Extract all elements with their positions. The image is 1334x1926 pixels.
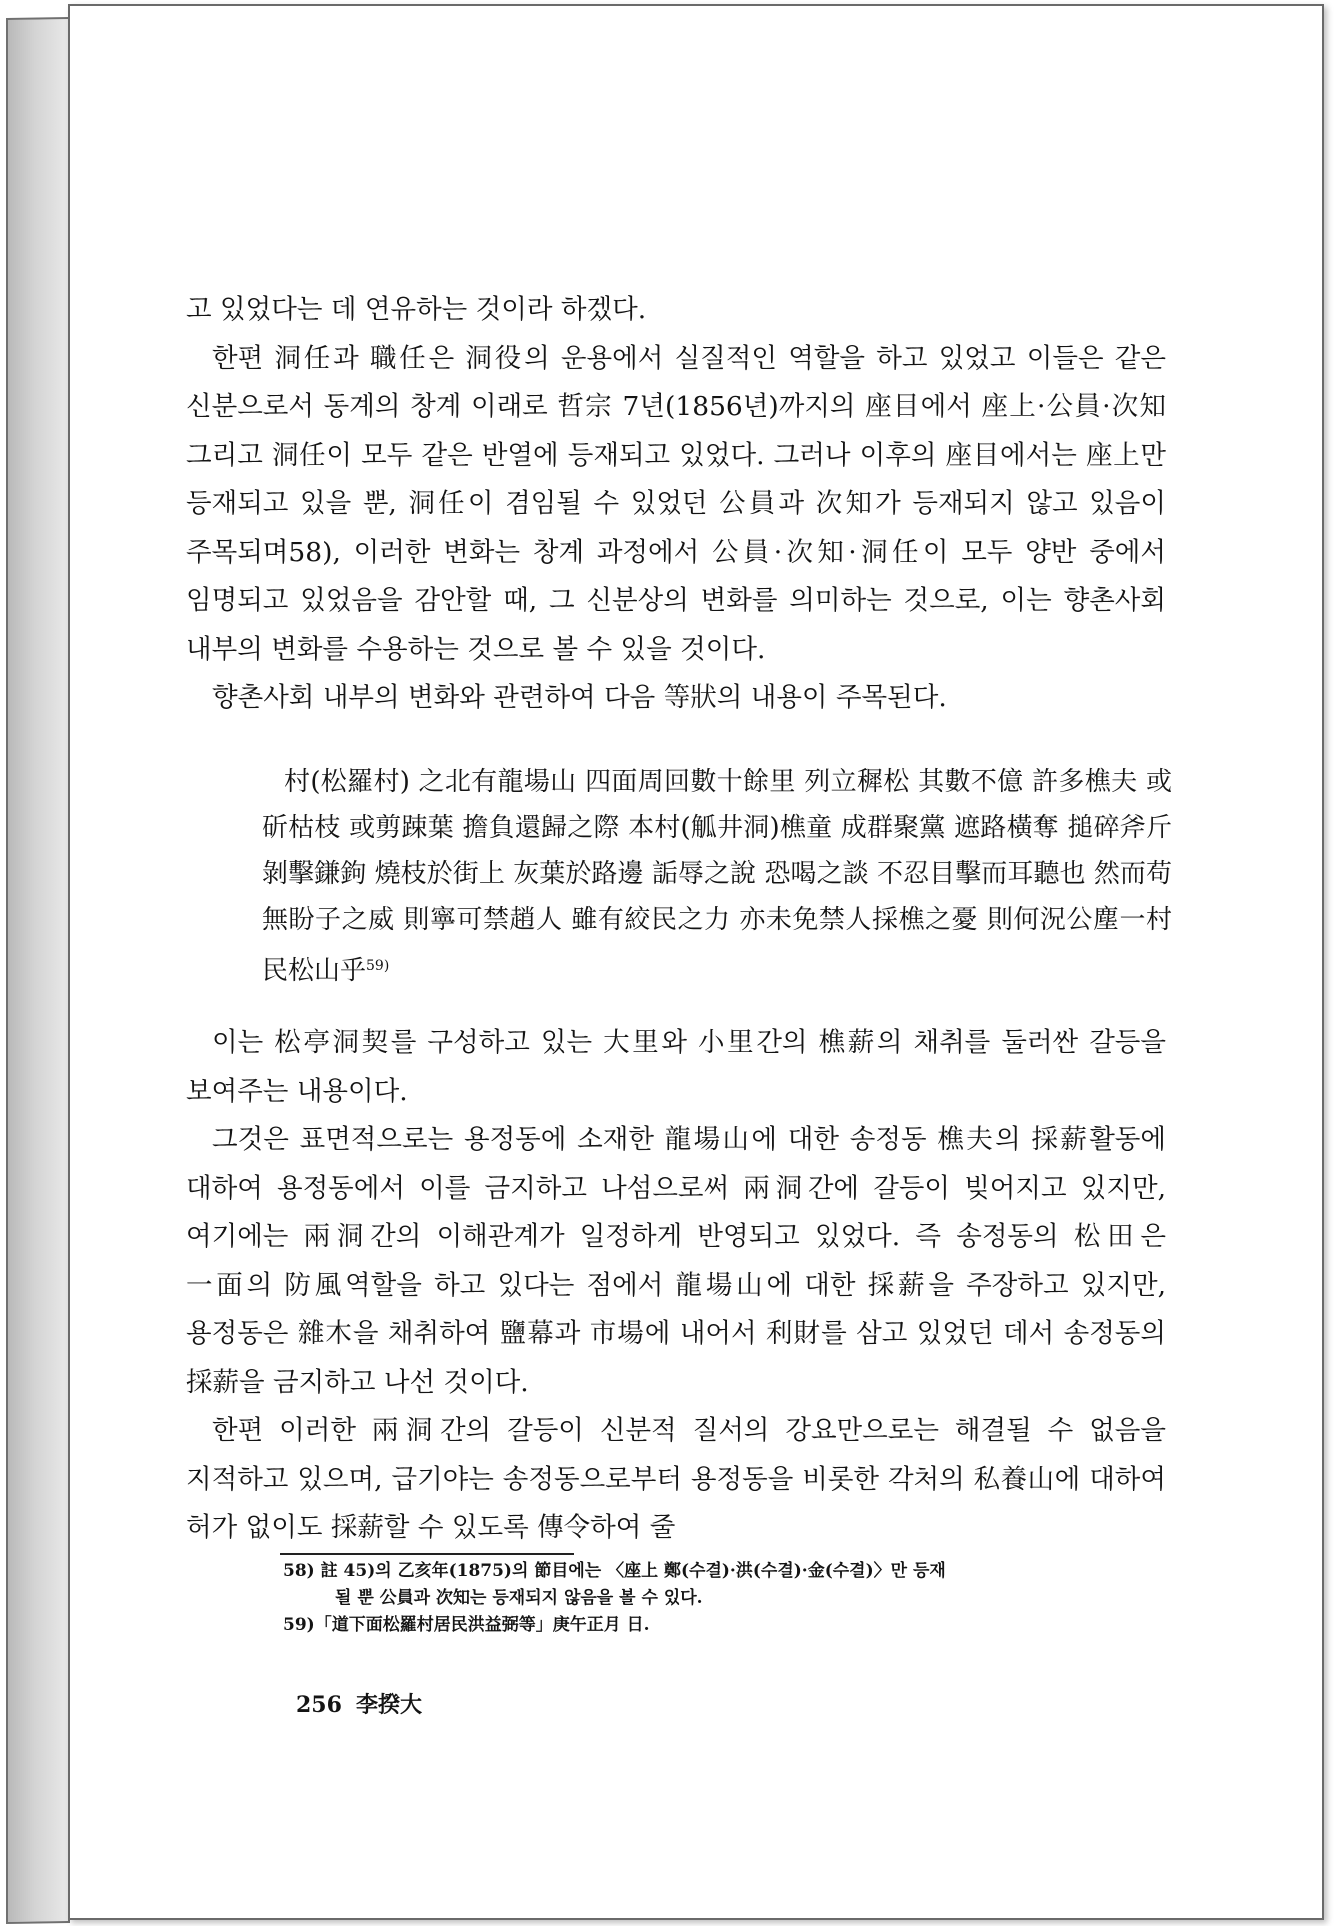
footnote-divider xyxy=(280,1553,574,1555)
paragraph-surface: 그것은 표면적으로는 용정동에 소재한 龍場山에 대한 송정동 樵夫의 採薪활동에 대하여 용정동에서 이를 금지하고 나섬으로써 兩洞간에 갈등이 빚어지고 있지만, 여기에는 兩洞간의 이해관계가 일정하게 반영되고 있었다. 즉 송정동의 松田은 一面의 防風역할을 하고 있다는 점에서 龍場山에 대한 採薪을 주장하고 있지만, 용정동은 雜木을 채취하여 鹽幕과 市場에 내어서 利財를 삼고 있었던 데서 송정동의 採薪을 금지하고 나선 것이다. xyxy=(186,1124,1166,1398)
footnote-59: 59)「道下面松羅村居民洪益弼等」庚午正月 日. xyxy=(283,1615,650,1635)
paragraph-intro-quote: 향촌사회 내부의 변화와 관련하여 다음 等狀의 내용이 주목된다. xyxy=(212,682,947,713)
book-spine-edge xyxy=(6,17,70,1924)
paragraph-continuation: 고 있었다는 데 연유하는 것이라 하겠다. xyxy=(186,294,647,325)
paragraph-dongim: 한편 洞任과 職任은 洞役의 운용에서 실질적인 역할을 하고 있었고 이들은 같은 신분으로서 동계의 창계 이래로 哲宗 7년(1856년)까지의 座目에서 座上·公員·次知 그리고 洞任이 모두 같은 반열에 등재되고 있었다. 그러나 이후의 座目에서는 座上만 등재되고 있을 뿐, 洞任이 겸임될 수 있었던 公員과 次知가 등재되지 않고 있음이 주목되며58), 이러한 변화는 창계 과정에서 公員·次知·洞任이 모두 양반 중에서 임명되고 있었음을 감안할 때, 그 신분상의 변화를 의미하는 것으로, 이는 향촌사회 내부의 변화를 수용하는 것으로 볼 수 있을 것이다. xyxy=(186,342,1166,665)
page-footer xyxy=(296,1688,422,1719)
block-quote xyxy=(262,759,1172,994)
footnote-marker-59: 59) xyxy=(366,958,390,974)
footnote-58-line-1: 58) 註 45)의 乙亥年(1875)의 節目에는 〈座上 鄭(수결)·洪(수결)·金(수결)〉만 등재 xyxy=(283,1561,946,1581)
quote-text: 村(松羅村) 之北有龍場山 四面周回數十餘里 列立穉松 其數不億 許多樵夫 或斫枯枝 或剪踈葉 擔負還歸之際 本村(觚井洞)樵童 成群聚黨 遮路橫奪 搥碎斧斤 剝擊鎌鉤 燒枝於街上 灰葉於路邊 詬辱之說 恐喝之談 不忍目擊而耳聽也 然而苟無盼子之威 則寧可禁趙人 雖有絞民之力 亦未免禁人採樵之憂 則何況公塵一村民松山乎 xyxy=(262,767,1172,986)
author-name: 李揆大 xyxy=(355,1692,422,1718)
paragraph-resolution: 한편 이러한 兩洞간의 갈등이 신분적 질서의 강요만으로는 해결될 수 없음을 지적하고 있으며, 급기야는 송정동으로부터 용정동을 비롯한 각처의 私養山에 대하여 허가 없이도 採薪할 수 있도록 傳令하여 줄 xyxy=(186,1415,1166,1543)
body-text-block-2 xyxy=(186,1019,1166,1553)
body-text-block xyxy=(186,286,1166,723)
page-number: 256 xyxy=(296,1692,342,1718)
footnotes xyxy=(283,1558,1173,1639)
footnote-58-line-2: 될 뿐 公員과 次知는 등재되지 않음을 볼 수 있다. xyxy=(335,1588,703,1608)
paragraph-conflict: 이는 松亭洞契를 구성하고 있는 大里와 小里간의 樵薪의 채취를 둘러싼 갈등을 보여주는 내용이다. xyxy=(186,1027,1166,1107)
